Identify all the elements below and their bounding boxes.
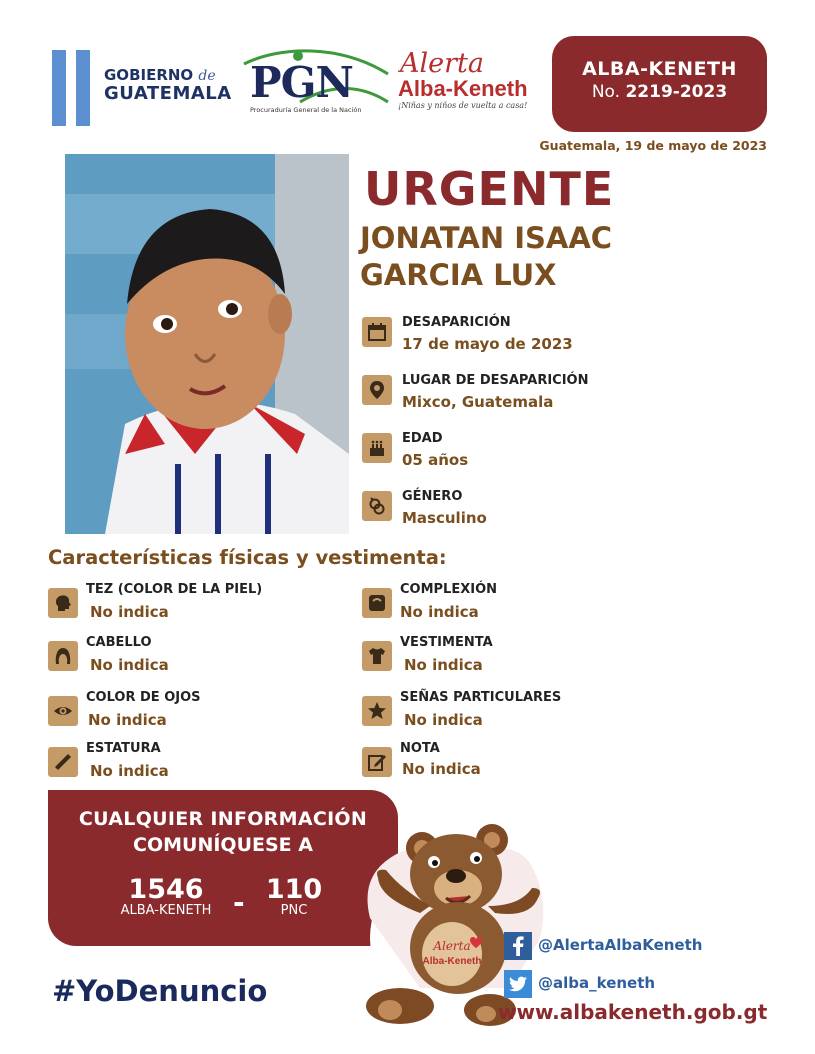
alerta-logo-line2: Alba-Keneth	[398, 76, 528, 101]
twitter-icon	[504, 970, 532, 998]
char-skin-tone	[48, 582, 308, 628]
char-value: No indica	[404, 656, 483, 674]
shirt-icon	[362, 641, 392, 671]
pgn-letters: PGN	[250, 58, 353, 107]
name-line1: JONATAN ISAAC	[360, 221, 613, 255]
gobierno-logo-bars	[52, 50, 96, 126]
bear-badge-line1: Alerta	[433, 939, 471, 953]
missing-child-photo	[65, 154, 349, 534]
star-icon	[362, 696, 392, 726]
detail-value: Masculino	[402, 509, 487, 527]
gobierno-line1: GOBIERNO	[104, 66, 194, 84]
case-number-prefix: No.	[591, 82, 621, 102]
char-value: No indica	[400, 603, 479, 621]
contact-line2: COMUNÍQUESE A	[133, 834, 313, 856]
note-edit-icon	[362, 747, 392, 777]
char-label: NOTA	[400, 741, 440, 756]
detail-value: 05 años	[402, 451, 469, 469]
case-number: 2219-2023	[625, 82, 728, 102]
pgn-logo	[240, 44, 390, 119]
head-profile-icon	[48, 588, 78, 618]
contact-number-1: 1546	[128, 874, 204, 905]
detail-disappearance-date	[362, 315, 662, 365]
char-hair	[48, 635, 308, 681]
facebook-handle: @AlertaAlbaKeneth	[538, 936, 703, 954]
char-build	[362, 582, 622, 628]
bear-badge-line2: Alba-Keneth	[422, 956, 482, 967]
contact-box	[48, 790, 398, 946]
characteristics-title: Características físicas y vestimenta:	[48, 546, 447, 569]
gobierno-de: de	[198, 68, 216, 84]
hair-icon	[48, 641, 78, 671]
char-label: COMPLEXIÓN	[400, 582, 498, 597]
detail-label: EDAD	[402, 431, 443, 446]
char-label: CABELLO	[86, 635, 152, 650]
char-label: TEZ (COLOR DE LA PIEL)	[86, 582, 263, 597]
contact-line1: CUALQUIER INFORMACIÓN	[78, 808, 368, 830]
char-value: No indica	[90, 762, 169, 780]
char-value: No indica	[404, 711, 483, 729]
detail-label: LUGAR DE DESAPARICIÓN	[402, 373, 589, 388]
char-value: No indica	[402, 760, 481, 778]
gobierno-line2: GUATEMALA	[104, 83, 232, 104]
missing-child-name	[360, 220, 612, 294]
char-label: VESTIMENTA	[400, 635, 493, 650]
pgn-subtitle: Procuraduría General de la Nación	[250, 106, 362, 114]
char-value: No indica	[90, 656, 169, 674]
detail-gender	[362, 489, 662, 539]
alerta-logo-line1: Alerta	[400, 48, 484, 79]
contact-pnc[interactable]	[254, 874, 334, 918]
case-title: ALBA-KENETH	[582, 58, 737, 80]
char-eye-color	[48, 690, 308, 736]
alerta-alba-keneth-logo	[396, 48, 536, 114]
twitter-handle: @alba_keneth	[538, 974, 656, 992]
birthday-cake-icon	[362, 433, 392, 463]
facebook-icon	[504, 932, 532, 960]
location-pin-icon	[362, 375, 392, 405]
detail-label: GÉNERO	[402, 489, 463, 504]
detail-disappearance-place	[362, 373, 662, 423]
alerta-logo-tagline: ¡Niñas y niños de vuelta a casa!	[398, 101, 528, 110]
eye-icon	[48, 696, 78, 726]
contact-alba-keneth[interactable]	[106, 874, 226, 918]
detail-value: Mixco, Guatemala	[402, 393, 554, 411]
char-label: SEÑAS PARTICULARES	[400, 690, 562, 705]
website-link[interactable]: www.albakeneth.gob.gt	[498, 1000, 768, 1024]
char-value: No indica	[90, 603, 169, 621]
contact-label-1: ALBA-KENETH	[120, 903, 212, 918]
calendar-icon	[362, 317, 392, 347]
child-photo-illustration	[65, 154, 349, 534]
char-distinguishing-marks	[362, 690, 622, 736]
char-label: ESTATURA	[86, 741, 161, 756]
char-value: No indica	[88, 711, 167, 729]
name-line2: GARCIA LUX	[360, 258, 557, 292]
issue-date: Guatemala, 19 de mayo de 2023	[539, 138, 767, 153]
char-note	[362, 741, 622, 787]
char-clothing	[362, 635, 622, 681]
hashtag: #YoDenuncio	[52, 974, 268, 1008]
detail-label: DESAPARICIÓN	[402, 315, 511, 330]
char-height	[48, 741, 308, 787]
char-label: COLOR DE OJOS	[86, 690, 201, 705]
gender-icon	[362, 491, 392, 521]
scale-icon	[362, 588, 392, 618]
contact-number-2: 110	[265, 874, 323, 905]
case-number-box	[552, 36, 767, 132]
ruler-icon	[48, 747, 78, 777]
urgent-heading: URGENTE	[364, 162, 615, 216]
detail-value: 17 de mayo de 2023	[402, 335, 573, 353]
gobierno-logo-text	[104, 66, 232, 103]
contact-label-2: PNC	[280, 903, 308, 918]
contact-separator: -	[233, 886, 245, 919]
detail-age	[362, 431, 662, 481]
